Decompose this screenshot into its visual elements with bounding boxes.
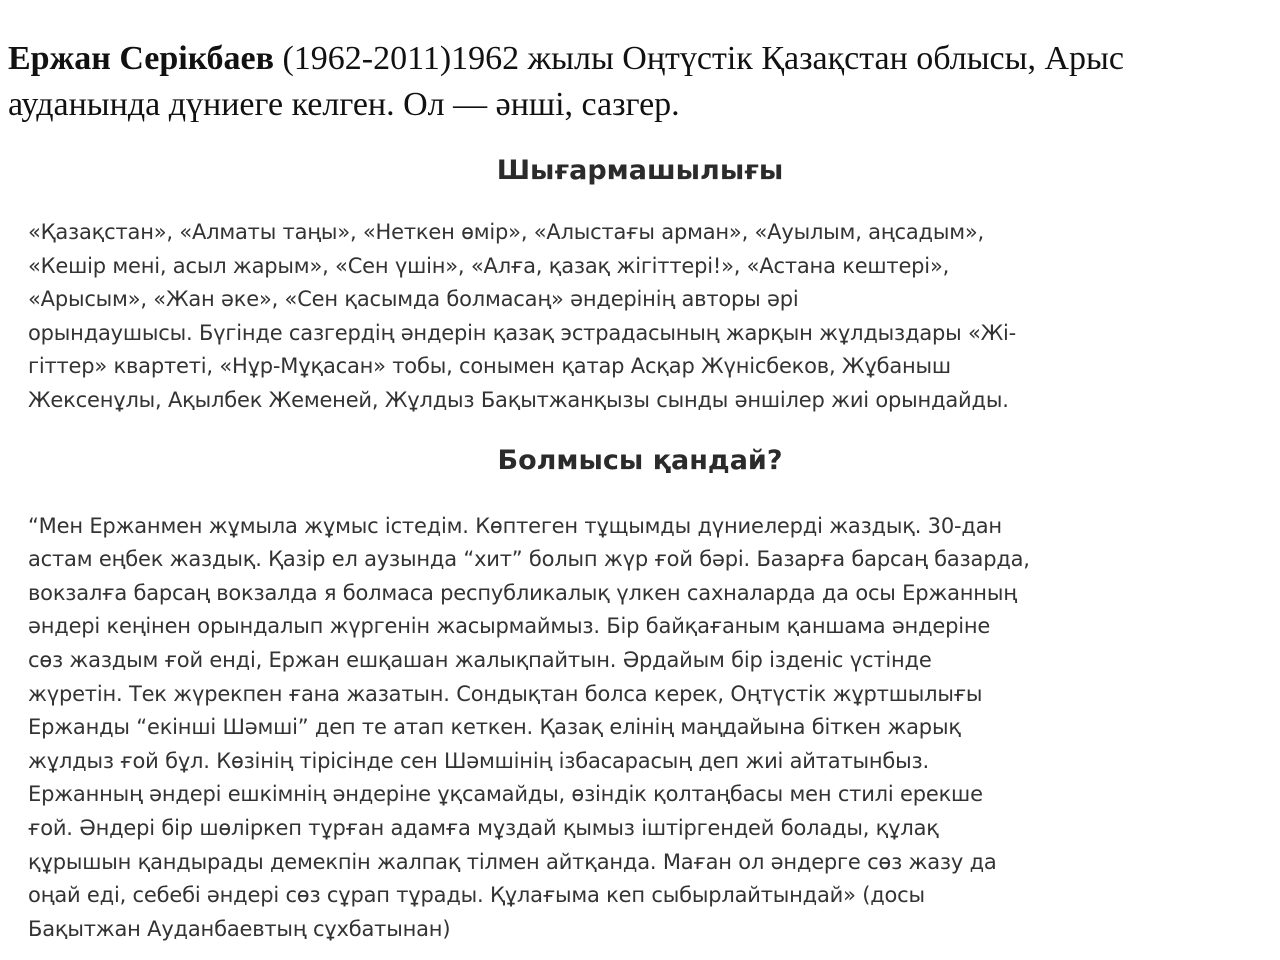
works-paragraph bbox=[0, 216, 1280, 418]
character-paragraph bbox=[0, 510, 1280, 947]
text-line: Ержанды “екінші Шәмші” деп те атап кеткен. Қазақ елінің маңдайына біткен жарық bbox=[28, 715, 961, 740]
text-line: гіттер» квартеті, «Нұр-Мұқасан» тобы, сонымен қатар Асқар Жүнісбеков, Жұбаныш bbox=[28, 354, 951, 379]
section-title-character: Болмысы қандай? bbox=[497, 444, 783, 476]
text-line: ғой. Әндері бір шөліркеп тұрған адамға мұздай қымыз іштіргендей болады, құлақ bbox=[28, 815, 939, 840]
text-line: құрышын қандырады демекпін жалпақ тілмен айтқанда. Маған ол әндерге сөз жазу да bbox=[28, 849, 997, 874]
section-title-works: Шығармашылығы bbox=[496, 155, 784, 186]
text-line: жүретін. Тек жүрекпен ғана жазатын. Сондықтан болса керек, Оңтүстік жұртшылығы bbox=[28, 681, 983, 706]
text-line: Бақытжан Ауданбаевтың сұхбатынан) bbox=[28, 916, 451, 941]
text-line: Ержанның әндері ешкімнің әндеріне ұқсамайды, өзіндік қолтаңбасы мен стилі ерекше bbox=[28, 782, 983, 807]
person-name: Ержан Серікбаев bbox=[8, 40, 274, 77]
text-line: орындаушысы. Бүгінде сазгердің әндерін қазақ эстрадасының жарқын жұлдыздары «Жі- bbox=[28, 320, 1017, 345]
text-line: жұлдыз ғой бұл. Көзінің тірісінде сен Шәмшінің ізбасарасың деп жиі айтатынбыз. bbox=[28, 748, 929, 773]
text-line: “Мен Ержанмен жұмыла жұмыс істедім. Көптеген тұщымды дүниелерді жаздық. 30-дан bbox=[28, 513, 1002, 538]
text-line: Жексенұлы, Ақылбек Жеменей, Жұлдыз Бақытжанқызы сынды әншілер жиі орындайды. bbox=[28, 387, 1009, 412]
intro-text: (1962-2011)1962 жылы Оңтүстік Қазақстан облысы, Арыс ауданында дүниеге келген. Ол — әнші, сазгер. bbox=[8, 40, 1124, 123]
intro-paragraph bbox=[8, 36, 1268, 128]
text-line: вокзалға барсаң вокзалда я болмаса республикалық үлкен сахналарда да осы Ержанның bbox=[28, 580, 1017, 605]
text-line: оңай еді, себебі әндері сөз сұрап тұрады. Құлағыма кеп сыбырлайтындай» (досы bbox=[28, 883, 925, 908]
text-line: «Арысым», «Жан әке», «Сен қасымда болмасаң» әндерінің авторы әрі bbox=[28, 287, 799, 312]
text-line: астам еңбек жаздық. Қазір ел аузында “хит” болып жүр ғой бәрі. Базарға барсаң базарда, bbox=[28, 547, 1030, 572]
text-line: «Кешір мені, асыл жарым», «Сен үшін», «Алға, қазақ жігіттері!», «Астана кештері», bbox=[28, 253, 950, 278]
text-line: «Қазақстан», «Алматы таңы», «Неткен өмір», «Алыстағы арман», «Ауылым, аңсадым», bbox=[28, 220, 984, 244]
scanned-article bbox=[0, 140, 1280, 946]
text-line: сөз жаздым ғой енді, Ержан ешқашан жалықпайтын. Әрдайым бір ізденіс үстінде bbox=[28, 647, 932, 672]
text-line: әндері кеңінен орындалып жүргенін жасырмаймыз. Бір байқағаным қаншама әндеріне bbox=[28, 614, 991, 639]
